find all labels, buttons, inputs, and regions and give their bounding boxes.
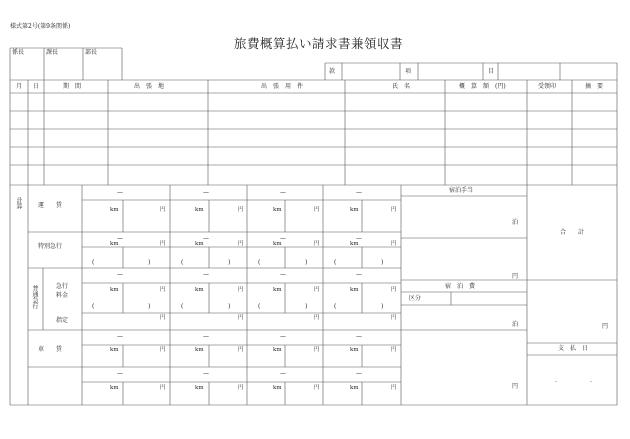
nights-unit: 泊 [512, 321, 519, 328]
yen-unit: 円 [238, 207, 244, 213]
km-unit: km [350, 207, 359, 213]
table-row[interactable] [10, 129, 617, 147]
dash-separator: — [203, 333, 209, 340]
km-unit: km [110, 287, 119, 293]
dash-separator: — [356, 271, 362, 278]
approval-kacho-stamp-field[interactable] [46, 58, 81, 78]
dash-separator: — [280, 189, 286, 196]
km-unit: km [110, 241, 119, 247]
yen-unit: 円 [160, 315, 166, 321]
paren-open: ( [258, 259, 261, 266]
yen-unit: 円 [391, 287, 397, 293]
yen-unit: 円 [391, 347, 397, 353]
header-amount: 概 算 額 (円) [459, 83, 506, 90]
header-day: 日 [33, 83, 40, 90]
km-unit: km [110, 385, 119, 391]
ordinary-express-label: 普通急行 [31, 285, 38, 309]
km-unit: km [273, 287, 282, 293]
header-remarks: 摘 要 [585, 83, 604, 90]
yen-unit: 円 [391, 241, 397, 247]
header-purpose: 出 張 用 件 [261, 83, 304, 90]
reserved-label: 指定 [56, 317, 69, 324]
lodging-fee-label: 宿 泊 費 [445, 283, 476, 290]
budget-ko-label: 項 [405, 68, 412, 75]
budget-ko-field[interactable] [419, 64, 482, 79]
dash-separator: — [280, 235, 286, 242]
yen-unit: 円 [160, 385, 166, 391]
limited-express-label: 特別急行 [38, 243, 63, 250]
km-unit: km [195, 287, 204, 293]
dash-separator: — [356, 189, 362, 196]
budget-moku-field[interactable] [499, 64, 559, 79]
yen-unit: 円 [314, 207, 320, 213]
calc-label: 計算 [15, 197, 22, 209]
km-unit: km [195, 207, 204, 213]
dash-separator: — [117, 370, 123, 377]
table-row[interactable] [10, 111, 617, 129]
table-row[interactable] [10, 93, 617, 111]
approval-kacho-label: 課長 [46, 49, 59, 56]
paren-open: ( [92, 259, 95, 266]
yen-unit: 円 [314, 385, 320, 391]
dash-separator: — [203, 235, 209, 242]
table-row[interactable] [10, 147, 617, 165]
dash-separator: — [117, 235, 123, 242]
yen-unit: 円 [238, 347, 244, 353]
budget-moku-label: 目 [488, 68, 495, 75]
classification-label: 区分 [409, 295, 422, 302]
yen-unit: 円 [314, 241, 320, 247]
total-yen-unit: 円 [602, 323, 609, 330]
dash-separator: — [356, 333, 362, 340]
header-period: 期 間 [63, 83, 82, 90]
yen-unit: 円 [160, 207, 166, 213]
budget-kan-field[interactable] [343, 64, 399, 79]
paren-open: ( [181, 259, 184, 266]
dash-separator: — [356, 370, 362, 377]
paren-open: ( [181, 303, 184, 310]
approval-bucho-stamp-field[interactable] [85, 58, 120, 78]
form-number-label: 様式第2号(第9条関係) [10, 23, 71, 30]
yen-unit: 円 [314, 287, 320, 293]
dash-separator: — [203, 370, 209, 377]
approval-bucho-label: 部長 [85, 49, 98, 56]
lodging-allowance-label: 宿泊手当 [449, 187, 474, 194]
dash-separator: — [117, 333, 123, 340]
paren-close: ) [228, 259, 231, 266]
yen-unit: 円 [512, 383, 519, 390]
yen-unit: 円 [238, 287, 244, 293]
paren-close: ) [148, 259, 151, 266]
date-separator-dot: . [590, 377, 592, 384]
total-label: 合 計 [560, 229, 585, 236]
header-name: 氏 名 [392, 83, 411, 90]
yen-unit: 円 [238, 241, 244, 247]
yen-unit: 円 [160, 287, 166, 293]
header-month: 月 [16, 83, 23, 90]
km-unit: km [110, 207, 119, 213]
dash-separator: — [280, 370, 286, 377]
km-unit: km [350, 241, 359, 247]
km-unit: km [195, 347, 204, 353]
budget-kan-label: 款 [329, 68, 336, 75]
paren-open: ( [334, 303, 337, 310]
dash-separator: — [280, 271, 286, 278]
yen-unit: 円 [512, 273, 519, 280]
paren-close: ) [305, 303, 308, 310]
dash-separator: — [203, 271, 209, 278]
header-seal: 受領印 [538, 83, 557, 90]
km-unit: km [350, 287, 359, 293]
dash-separator: — [356, 235, 362, 242]
approval-kakari-stamp-field[interactable] [12, 58, 42, 78]
km-unit: km [195, 241, 204, 247]
express-fee-label: 急行料金 [56, 283, 69, 299]
km-unit: km [350, 347, 359, 353]
yen-unit: 円 [314, 347, 320, 353]
km-unit: km [110, 347, 119, 353]
header-destination: 出 張 地 [134, 83, 165, 90]
dash-separator: — [203, 189, 209, 196]
yen-unit: 円 [238, 315, 244, 321]
table-row[interactable] [10, 165, 617, 185]
paren-close: ) [228, 303, 231, 310]
yen-unit: 円 [160, 241, 166, 247]
car-fare-label: 車 賃 [38, 346, 63, 353]
km-unit: km [350, 385, 359, 391]
dash-separator: — [280, 333, 286, 340]
paren-close: ) [148, 303, 151, 310]
paren-close: ) [381, 303, 384, 310]
yen-unit: 円 [314, 315, 320, 321]
km-unit: km [273, 241, 282, 247]
paren-open: ( [334, 259, 337, 266]
km-unit: km [273, 385, 282, 391]
yen-unit: 円 [391, 315, 397, 321]
paren-close: ) [305, 259, 308, 266]
payment-date-label: 支 払 日 [558, 345, 589, 352]
yen-unit: 円 [391, 207, 397, 213]
fare-label: 運 賃 [38, 202, 63, 209]
nights-unit: 泊 [512, 219, 519, 226]
dash-separator: — [117, 271, 123, 278]
paren-open: ( [92, 303, 95, 310]
km-unit: km [273, 207, 282, 213]
page-title: 旅費概算払い請求書兼領収書 [234, 36, 404, 51]
km-unit: km [273, 347, 282, 353]
paren-close: ) [381, 259, 384, 266]
yen-unit: 円 [160, 347, 166, 353]
date-separator-dot: . [555, 377, 557, 384]
yen-unit: 円 [238, 385, 244, 391]
yen-unit: 円 [391, 385, 397, 391]
km-unit: km [195, 385, 204, 391]
approval-kakari-label: 係長 [12, 49, 25, 56]
paren-open: ( [258, 303, 261, 310]
dash-separator: — [117, 189, 123, 196]
